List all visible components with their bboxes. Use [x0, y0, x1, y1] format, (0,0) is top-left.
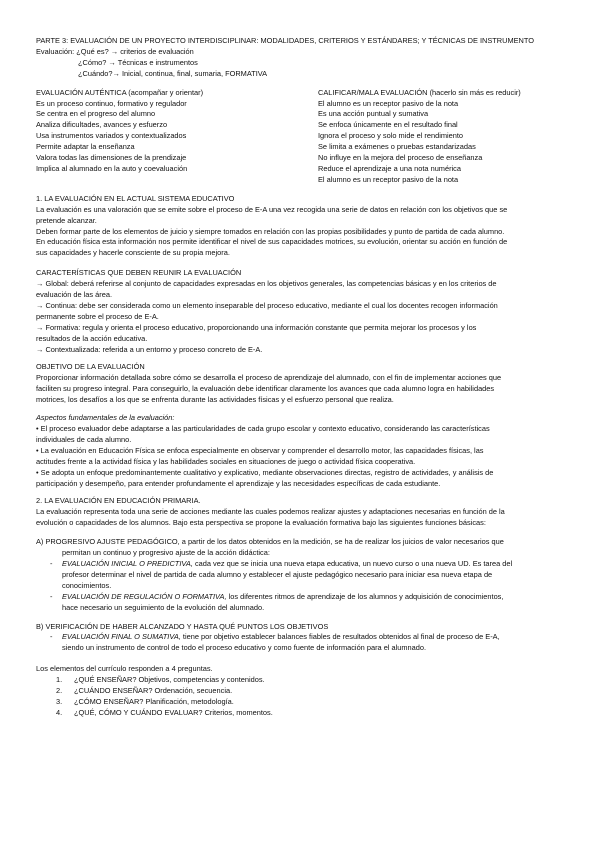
aspects-line: • La evaluación en Educación Física se enfoca especialmente en observar y comprender el desarrollo motor, las capacidades físicas, las [36, 445, 484, 455]
formative-evaluation-lead: EVALUACIÓN DE REGULACIÓN O FORMATIVA, [62, 591, 227, 601]
grading-item: Se enfoca únicamente en el resultado final [318, 120, 458, 130]
item-text: ¿CÓMO ENSEÑAR? Planificación, metodología. [74, 696, 234, 706]
sectionA-title: A) PROGRESIVO AJUSTE PEDAGÓGICO, a partir de los datos obtenidos en la medición, se ha de realizar los juicios de valor necesarios que [36, 537, 504, 547]
authentic-item: Valora todas las dimensiones de la prendizaje [36, 153, 187, 163]
characteristics-line: → Global: deberá referirse al conjunto de capacidades expresadas en los objetivos generales, las competencias básicas y en los criterios de [36, 279, 497, 289]
grading-title: CALIFICAR/MALA EVALUACIÓN (hacerlo sin más es reducir) [318, 87, 521, 97]
aspects-title: Aspectos fundamentales de la evaluación: [36, 413, 175, 423]
section2-line: evolución o capacidades de los alumnos. Bajo esta perspectiva se propone la evaluación formativa bajo las siguientes funciones básicas: [36, 518, 486, 528]
initial-evaluation-text: profesor determinar el nivel de partida de cada alumno y establecer el ajuste pedagógico necesario para iniciar esa nueva etapa de [62, 569, 493, 579]
objective-title: OBJETIVO DE LA EVALUACIÓN [36, 362, 145, 372]
section1-title: 1. LA EVALUACIÓN EN EL ACTUAL SISTEMA EDUCATIVO [36, 193, 235, 203]
item-text: ¿CUÁNDO ENSEÑAR? Ordenación, secuencia. [74, 686, 233, 696]
part3-what-line: Evaluación: ¿Qué es? → criterios de evaluación [36, 46, 194, 56]
part3-when-line: ¿Cuándo?→ Inicial, continua, final, sumaria, FORMATIVA [78, 68, 268, 78]
section1-line: La evaluación es una valoración que se emite sobre el proceso de E-A una vez recogida una serie de datos en relación con los objetivos que se [36, 204, 508, 214]
item-number: 3. [56, 696, 63, 706]
aspects-line: individuales de cada alumno. [36, 434, 132, 444]
part3-how-line: ¿Cómo? → Técnicas e instrumentos [78, 57, 198, 67]
grading-item: Ignora el proceso y solo mide el rendimiento [318, 131, 464, 141]
initial-evaluation-item [36, 559, 564, 592]
authentic-item: Implica al alumnado en la auto y coevaluación [36, 163, 188, 173]
final-evaluation-text: tiene por objetivo establecer balances fiables de resultados obtenidos al final de proceso de E-A, [180, 632, 500, 642]
section1-line: Deben formar parte de los elementos de juicio y siempre tomados en relación con las propias posibilidades y punto de partida de cada alumno. [36, 226, 505, 236]
grading-item: No influye en la mejora del proceso de enseñanza [318, 153, 483, 163]
characteristics-line: permanente sobre el proceso de E-A. [36, 311, 159, 321]
grading-item: Reduce el aprendizaje a una nota numérica [318, 163, 461, 173]
item-text: ¿QUÉ, CÓMO Y CUÁNDO EVALUAR? Criterios, momentos. [74, 707, 273, 717]
formative-evaluation-item [36, 592, 564, 614]
dash-bullet: - [50, 558, 53, 568]
curriculum-item [36, 697, 564, 708]
section1-line: pretende alcanzar. [36, 215, 97, 225]
characteristics-title: CARACTERÍSTICAS QUE DEBEN REUNIR LA EVALUACIÓN [36, 268, 242, 278]
objective-line: faciliten su progreso integral. Para conseguirlo, la evaluación debe identificar claramente los avances que cada alumno logra en habilidades [36, 384, 495, 394]
part3-title: PARTE 3: EVALUACIÓN DE UN PROYECTO INTERDISCIPLINAR: MODALIDADES, CRITERIOS Y ESTÁNDARES; Y TÉCNICAS DE INSTRUMENTO [36, 36, 535, 45]
grading-column [318, 88, 564, 186]
item-number: 4. [56, 707, 63, 717]
formative-evaluation-text: los diferentes ritmos de aprendizaje de los alumnos y adquisición de conocimientos, [226, 591, 504, 601]
item-number: 2. [56, 686, 63, 696]
dash-bullet: - [50, 632, 53, 642]
aspects-line: participación y desempeño, para entender profundamente el aprendizaje y las necesidades específicas de cada estudiante. [36, 478, 441, 488]
sectionB-title: B) VERIFICACIÓN DE HABER ALCANZADO Y HASTA QUÉ PUNTOS LOS OBJETIVOS [36, 621, 329, 631]
final-evaluation-item [36, 632, 564, 654]
comparison-columns [36, 88, 564, 186]
authentic-item: Usa instrumentos variados y contextualizados [36, 131, 187, 141]
dash-bullet: - [50, 591, 53, 601]
item-number: 1. [56, 675, 63, 685]
section2-title: 2. LA EVALUACIÓN EN EDUCACIÓN PRIMARIA. [36, 496, 201, 506]
characteristics-line: resultados de la acción educativa. [36, 333, 148, 343]
curriculum-item [36, 708, 564, 719]
objective-line: motrices, los desafíos a los que se enfrenta durante las actividades físicas y el esfuerzo personal que realiza. [36, 395, 394, 405]
sectionA-title-cont: permitan un continuo y progresivo ajuste de la acción didáctica: [62, 548, 270, 558]
characteristics-line: → Formativa: regula y orienta el proceso educativo, proporcionando una información constante que permita mejorar los procesos y los [36, 322, 477, 332]
grading-item: Se limita a exámenes o pruebas estandarizadas [318, 142, 476, 152]
authentic-evaluation-column [36, 88, 318, 186]
section1-line: sus capacidades y hacerle consciente de su propia mejora. [36, 248, 230, 258]
authentic-item: Permite adaptar la enseñanza [36, 142, 135, 152]
characteristics-line: → Continua: debe ser considerada como un elemento inseparable del proceso educativo, mediante el cual los docentes recogen información [36, 300, 498, 310]
item-text: ¿QUÉ ENSEÑAR? Objetivos, competencias y contenidos. [74, 675, 265, 685]
curriculum-item [36, 675, 564, 686]
authentic-item: Se centra en el progreso del alumno [36, 109, 156, 119]
document-page [36, 36, 564, 719]
authentic-item: Es un proceso continuo, formativo y regulador [36, 98, 187, 108]
grading-item: Es una acción puntual y sumativa [318, 109, 429, 119]
authentic-evaluation-title: EVALUACIÓN AUTÉNTICA (acompañar y orientar) [36, 87, 204, 97]
curriculum-item [36, 686, 564, 697]
objective-line: Proporcionar información detallada sobre cómo se desarrolla el proceso de aprendizaje del alumnado, con el fin de implementar acciones que [36, 373, 502, 383]
grading-item: El alumno es un receptor pasivo de la nota [318, 98, 459, 108]
formative-evaluation-text: hace necesario un seguimiento de la evolución del alumnado. [62, 602, 265, 612]
aspects-line: actitudes frente a la actividad física y las habilidades sociales en situaciones de juego o actividad física cooperativa. [36, 456, 416, 466]
section2-line: La evaluación representa toda una serie de acciones mediante las cuales podemos realizar ajustes y adaptaciones necesarias en función de la [36, 507, 505, 517]
aspects-line: • Se adopta un enfoque predominantemente cualitativo y explicativo, mediante observaciones directas, registro de actividades, y análisis de [36, 467, 494, 477]
final-evaluation-text: siendo un instrumento de control de todo el proceso educativo y como fuente de información para el alumnado. [62, 643, 427, 653]
initial-evaluation-text: conocimientos. [62, 580, 112, 590]
aspects-line: • El proceso evaluador debe adaptarse a las particularidades de cada grupo escolar y contexto educativo, considerando las características [36, 424, 490, 433]
grading-item: El alumno es un receptor pasivo de la nota [318, 174, 459, 184]
initial-evaluation-lead: EVALUACIÓN INICIAL O PREDICTIVA, [62, 558, 193, 568]
characteristics-line: evaluación de las área. [36, 290, 113, 300]
final-evaluation-lead: EVALUACIÓN FINAL O SUMATIVA, [62, 632, 181, 642]
curriculum-intro: Los elementos del currículo responden a 4 preguntas. [36, 664, 213, 674]
authentic-item: Analiza dificultades, avances y esfuerzo [36, 120, 168, 130]
section1-line: En educación física esta información nos permite identificar el nivel de sus capacidades motrices, su evolución, orientar su acción en función de [36, 237, 508, 247]
initial-evaluation-text: cada vez que se inicia una nueva etapa educativa, un nuevo curso o una nueva UD. Es tarea del [192, 558, 513, 568]
characteristics-line: → Contextualizada: referida a un entorno y proceso concreto de E-A. [36, 344, 263, 354]
